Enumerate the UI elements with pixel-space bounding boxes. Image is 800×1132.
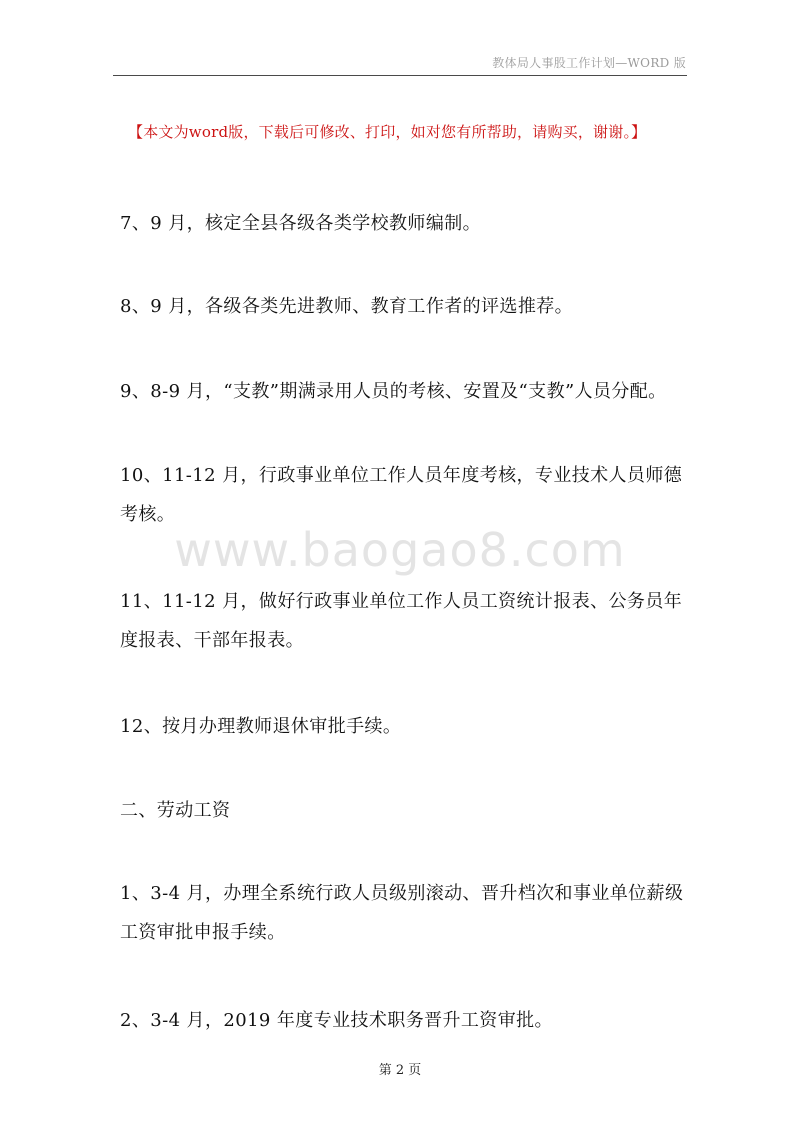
site-watermark: www.baogao8.com xyxy=(174,523,626,577)
page-number: 第 2 页 xyxy=(378,1063,422,1078)
paragraph-item-12: 12、按月办理教师退休审批手续。 xyxy=(120,716,402,737)
paragraph-item-11: 11、11-12 月，做好行政事业单位工作人员工资统计报表、公务员年度报表、干部年报表。 xyxy=(120,591,683,651)
paragraph-item-wage-1: 1、3-4 月，办理全系统行政人员级别滚动、晋升档次和事业单位薪级工资审批申报手续。 xyxy=(120,883,684,943)
header-title: 教体局人事股工作计划—WORD 版 xyxy=(492,56,686,70)
paragraph-item-9: 9、8-9 月，“支教”期满录用人员的考核、安置及“支教”人员分配。 xyxy=(120,381,667,402)
section-heading-labor-wages: 二、劳动工资 xyxy=(120,800,231,821)
purchase-notice: 【本文为word版，下载后可修改、打印，如对您有所帮助，请购买，谢谢。】 xyxy=(128,123,647,141)
paragraph-item-8: 8、9 月，各级各类先进教师、教育工作者的评选推荐。 xyxy=(120,296,574,317)
paragraph-item-wage-2: 2、3-4 月，2019 年度专业技术职务晋升工资审批。 xyxy=(120,1010,553,1031)
paragraph-item-7: 7、9 月，核定全县各级各类学校教师编制。 xyxy=(120,213,482,234)
paragraph-item-10: 10、11-12 月，行政事业单位工作人员年度考核，专业技术人员师德考核。 xyxy=(120,465,683,525)
